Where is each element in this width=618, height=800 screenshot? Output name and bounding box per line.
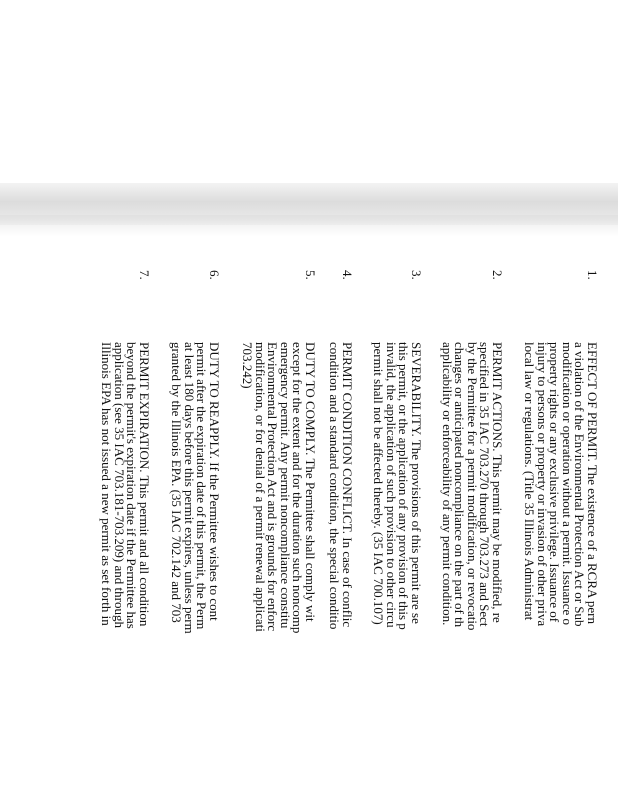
text-line: beyond the permit's expiration date if the Permittee has [124, 342, 140, 629]
text-line: Environmental Protection Act and is grounds for enforc [265, 342, 281, 632]
condition-number: 5. [303, 270, 318, 280]
condition-text [372, 342, 422, 800]
text-line: emergency permit. Any permit noncompliance constitu [277, 342, 293, 629]
text-line: a violation of the Environmental Protection Act or Sub [572, 342, 588, 627]
condition-number: 2. [490, 270, 505, 280]
text-line: condition and a standard condition, the special conditio [327, 342, 343, 630]
text-line: property rights or any exclusive privilege. Issuance of [547, 342, 563, 623]
condition-number: 7. [137, 270, 152, 280]
condition-number: 1. [585, 270, 600, 280]
text-line: application (see 35 IAC 703.181-703.209) and through [111, 342, 127, 628]
text-line: specified in 35 IAC 703.270 through 703.273 and Sect [477, 342, 493, 627]
text-line: modification or operation without a permit. Issuance o [559, 342, 575, 626]
text-line: this permit, or the application of any provision of this p [396, 342, 412, 630]
text-line: permit after the expiration date of this permit, the Perm [194, 342, 210, 630]
text-line: 703.242) [240, 342, 256, 389]
condition-text [522, 342, 598, 800]
text-line: PERMIT EXPIRATION. This permit and all condition [137, 342, 152, 627]
text-line: SEVERABILITY. The provisions of this permit are se [409, 342, 424, 624]
condition-number: 3. [409, 270, 424, 280]
text-line: applicability or enforceability of any permit condition. [439, 342, 455, 626]
text-line: DUTY TO REAPPLY. If the Permittee wishes to cont [207, 342, 222, 621]
text-line: injury to persons or property or invasion of other priva [534, 342, 550, 627]
text-line: DUTY TO COMPLY. The Permittee shall comply wit [303, 342, 318, 622]
text-line: except for the extent and for the duration such noncomp [290, 342, 306, 634]
condition-text [240, 342, 316, 800]
condition-text [100, 342, 150, 800]
text-line: local law or regulations. (Title 35 Illinois Administrat [522, 342, 538, 621]
text-line: PERMIT CONDITION CONFLICT. In case of conflic [340, 342, 355, 628]
condition-text [328, 342, 353, 800]
text-line: changes or anticipated noncompliance on the part of th [452, 342, 468, 628]
text-line: by the Permittee for a permit modification, or revocatio [464, 342, 480, 631]
text-line: PERMIT ACTIONS. This permit may be modified, re [490, 342, 505, 623]
text-line: EFFECT OF PERMIT. The existence of a RCRA pern [585, 342, 600, 625]
condition-number: 4. [340, 270, 355, 280]
condition-text [440, 342, 503, 800]
condition-text [170, 342, 220, 800]
condition-number: 6. [207, 270, 222, 280]
text-line: invalid, the application of such provision to other circu [383, 342, 399, 628]
text-line: granted by the Illinois EPA. (35 IAC 702.142 and 703 [169, 342, 185, 623]
permit-conditions-page [0, 270, 598, 800]
text-line: modification, or for denial of a permit renewal applicati [252, 342, 268, 632]
text-line: Illinois EPA has not issued a new permit as set forth in [99, 342, 115, 626]
text-line: at least 180 days before this permit expires, unless perm [181, 342, 197, 634]
text-line: permit shall not be affected thereby. (35 IAC 700.107) [371, 342, 387, 625]
